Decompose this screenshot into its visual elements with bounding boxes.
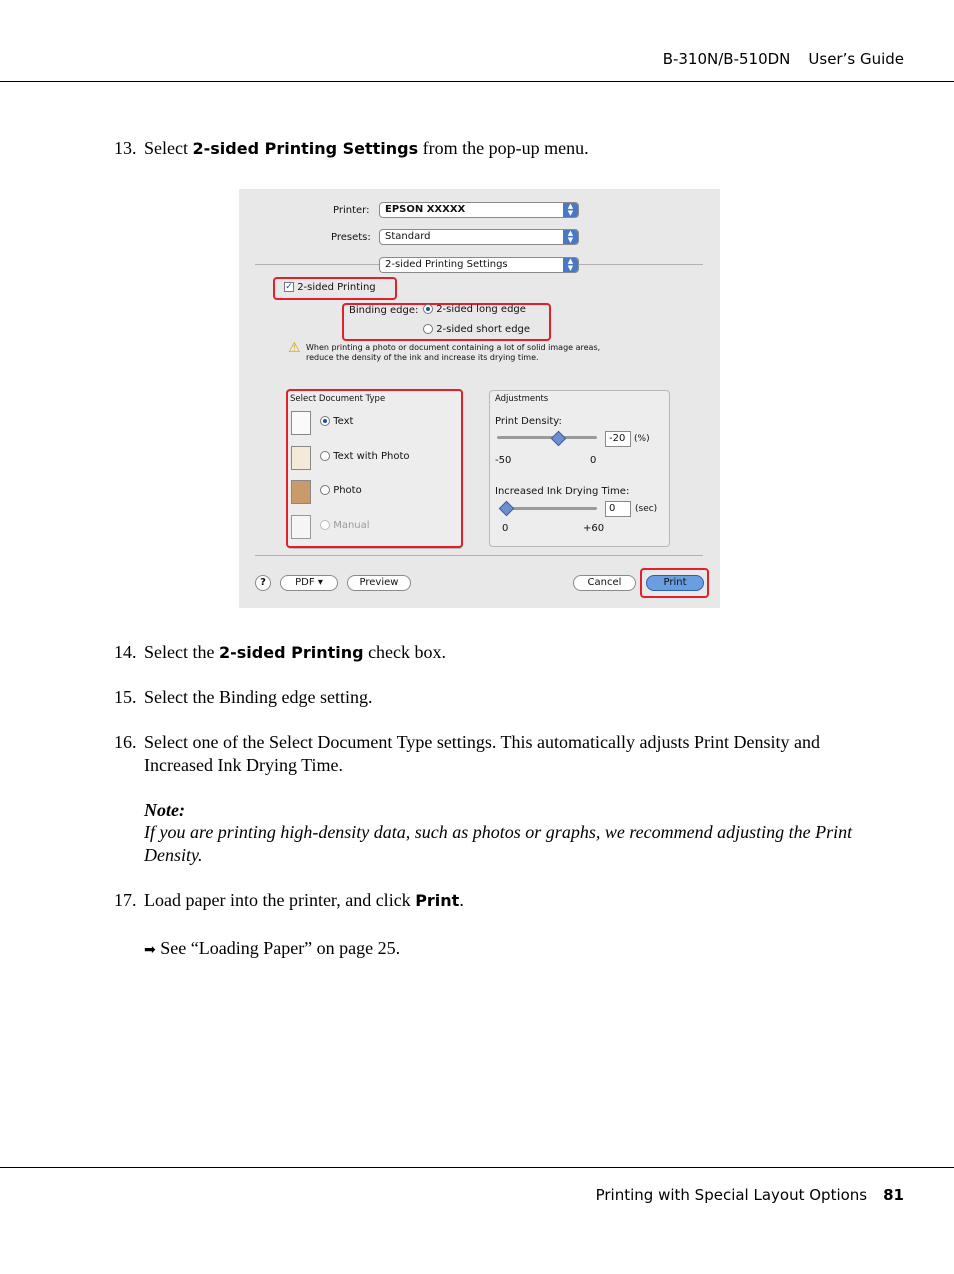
print-density-unit: (%) [634,434,650,444]
header-model: B-310N/B-510DN [662,50,791,68]
preview-label: Preview [359,577,399,588]
step-bold: Print [415,891,460,910]
drying-field[interactable] [605,501,631,517]
see-reference [144,937,884,962]
print-density-label: Print Density: [495,416,562,427]
printer-label: Printer: [333,205,370,216]
cancel-button[interactable] [573,575,636,591]
highlight-box [286,389,463,548]
presets-value: Standard [385,231,431,242]
drying-min: 0 [502,523,509,534]
print-label: Print [663,577,687,588]
help-icon: ? [260,577,266,588]
radio-icon [320,520,330,530]
density-min: -50 [495,455,512,466]
arrow-right-icon: ➡ [144,942,156,958]
drying-slider[interactable] [501,507,597,510]
drying-max: +60 [583,523,605,534]
warning-line: When printing a photo or document containing a lot of solid image areas, [306,343,601,352]
printer-value: EPSON XXXXX [385,204,466,215]
preview-button[interactable] [347,575,411,591]
header-text [645,50,904,68]
drying-value: 0 [609,503,616,514]
warning-icon: ⚠ [288,340,301,356]
drying-label: Increased Ink Drying Time: [495,486,630,497]
cancel-label: Cancel [587,577,622,588]
footer-text [596,1186,904,1204]
pdf-button[interactable] [280,575,338,591]
radio-selected-icon [320,416,330,426]
step-number: 17. [114,890,137,910]
presets-label: Presets: [331,232,371,243]
radio-icon [423,324,433,334]
step-number: 15. [114,687,137,707]
popup-arrows-icon: ▲ ▼ [563,203,578,217]
popup-arrows-icon: ▲ ▼ [563,230,578,244]
step-text: . [459,890,464,910]
step-bold: 2-sided Printing Settings [192,139,419,158]
step-15 [114,686,372,709]
step-text: check box. [363,642,447,662]
step-text: from the pop-up menu. [418,138,589,158]
help-button[interactable] [255,575,271,591]
density-max: 0 [590,455,597,466]
step-number: 16. [114,732,137,752]
drying-unit: (sec) [635,504,658,514]
doc-type-label: Manual [333,520,370,531]
text-document-icon [291,411,311,435]
doc-type-text-photo-radio[interactable] [320,451,410,462]
page-footer [0,1167,954,1168]
step-17 [114,889,464,912]
pdf-label: PDF ▾ [295,577,323,588]
binding-long-label: 2-sided long edge [436,304,526,315]
radio-icon [320,451,330,461]
step-number: 13. [114,138,137,158]
doc-type-manual-radio [320,520,370,531]
separator [255,555,703,556]
presets-popup[interactable] [379,229,579,245]
doc-type-label: Photo [333,485,362,496]
adjustments-group [489,390,670,547]
print-density-field[interactable] [605,431,631,447]
print-density-value: -20 [609,433,626,444]
photo-icon [291,480,311,504]
binding-label: Binding edge: [349,305,419,316]
two-sided-checkbox[interactable] [284,282,376,293]
doc-type-label: Text [333,416,354,427]
footer-section: Printing with Special Layout Options [595,1186,868,1204]
manual-book-icon [291,515,311,539]
step-16-number [114,731,144,754]
note-text: If you are printing high-density data, such as photos or graphs, we recommend adjusting the Print Density. [144,822,853,865]
print-dialog-screenshot [239,189,720,608]
binding-short-radio[interactable] [423,324,530,335]
doc-type-label: Text with Photo [333,451,410,462]
binding-long-radio[interactable] [423,304,526,315]
see-reference-link[interactable]: See “Loading Paper” on page 25. [160,938,401,958]
page-header [0,0,954,82]
step-bold: 2-sided Printing [218,643,364,662]
step-text: Select [144,138,193,158]
header-guide: User’s Guide [808,50,904,68]
two-sided-label: 2-sided Printing [297,282,376,293]
checkmark-icon: ✓ [285,282,293,292]
doc-type-text-radio[interactable] [320,416,353,427]
binding-short-label: 2-sided short edge [436,324,531,335]
radio-icon [320,485,330,495]
printer-popup[interactable] [379,202,579,218]
step-number: 14. [114,642,137,662]
step-14 [114,641,446,664]
text-photo-document-icon [291,446,311,470]
panel-popup[interactable] [379,257,579,273]
doc-type-title: Select Document Type [290,394,386,404]
panel-value: 2-sided Printing Settings [385,259,508,270]
step-13 [114,137,589,160]
page-number: 81 [883,1186,904,1204]
radio-selected-icon [423,304,433,314]
step-text: Select the [144,642,219,662]
adjustments-title: Adjustments [495,394,549,404]
warning-text [306,343,600,363]
note-title: Note: [144,800,185,820]
print-density-slider[interactable] [497,436,597,439]
print-button[interactable] [646,575,704,591]
popup-arrows-icon: ▲ ▼ [563,258,578,272]
doc-type-photo-radio[interactable] [320,485,362,496]
step-text: Load paper into the printer, and click [144,890,416,910]
warning-line: reduce the density of the ink and increase its drying time. [306,353,539,362]
step-text: Select the Binding edge setting. [144,687,373,707]
step-16-text: Select one of the Select Document Type settings. This automatically adjusts Print Density and Increased Ink Drying Time. [144,732,820,775]
